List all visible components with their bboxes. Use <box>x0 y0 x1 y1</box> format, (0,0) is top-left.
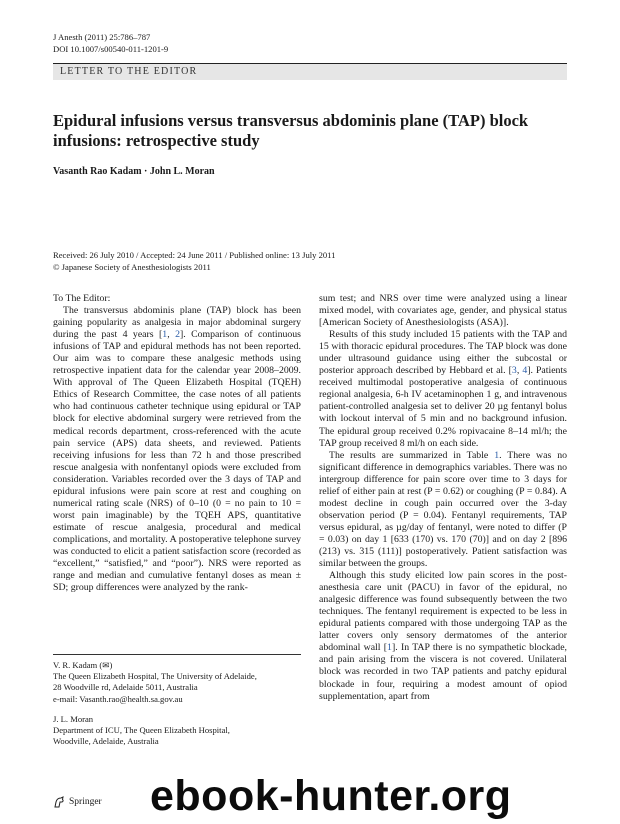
author-email[interactable]: e-mail: Vasanth.rao@health.sa.gov.au <box>53 693 183 704</box>
body-column-right <box>319 293 567 703</box>
doi: DOI 10.1007/s00540-011-1201-9 <box>53 44 169 54</box>
body-column-left <box>53 293 301 594</box>
corresponding-author: V. R. Kadam (✉) <box>53 660 113 670</box>
publication-dates <box>53 250 335 273</box>
publisher-logo <box>53 796 102 808</box>
springer-horse-icon <box>53 796 65 808</box>
citation-link[interactable]: 3 <box>511 365 517 377</box>
citation-link[interactable]: 1 <box>387 642 392 654</box>
author-name[interactable]: John L. Moran <box>149 166 215 177</box>
citation-link[interactable]: 1 <box>162 329 168 341</box>
history-dates: Received: 26 July 2010 / Accepted: 24 June 2011 / Published online: 13 July 2011 <box>53 250 336 260</box>
body-paragraph: Although this study elicited low pain scores in the post-anesthesia care unit (PACU) in favor of the epidural, no analgesic difference was found subsequently between the two techniques. The fentanyl requirement is expected to be less in epidural patients compared with those undergoing TAP as the latter covers only sensory dermatomes of the anterior abdominal wall [1]. In TAP there is no sympathetic blockade, and pain arising from the viscera is not covered. Unilateral block was recorded in two TAP patients and patchy epidural blockade in four, requiring a modest amount of opiod supplementation, apart from <box>319 570 567 702</box>
article-type-label: LETTER TO THE EDITOR <box>60 66 198 77</box>
footnote-separator <box>53 654 301 655</box>
body-paragraph: The transversus abdominis plane (TAP) block has been gaining popularity as analgesia in major abdominal surgery during the past 4 years [1, 2]. Comparison of continuous infusions of TAP and epidural methods has not been reported. Our aim was to compare these analgesic methods using retrospective inpatient data for the calendar year 2008–2009. With approval of The Queen Elizabeth Hospital (TQEH) Ethics of Research Committee, the case notes of all patients who had continuous catheter technique using epidural or TAP block for elective abdominal surgery were retrieved from the medical records department, cross-referenced with the acute pain service (APS) data sheets, and reviewed. Patients receiving infusions for less than 72 h and those prescribed rescue analgesia with nonfentanyl opiods were excluded from consideration. Variables recorded over the 3 days of TAP and epidural infusions were pain score at rest and coughing on numerical rating scale (NRS) of 0–10 (0 = no pain to 10 = worst pain imaginable) by the TQEH APS, quantitative estimate of rescue analgesia, procedural and medical complications, and mortality. A postoperative telephone survey was conducted to elicit a patient satisfaction score (recorded as “excellent,” “satisfied,” and “poor”). NRS were reported as range and median and cumulative fentanyl doses as mean ± SD; group differences were analyzed by the rank- <box>53 305 301 594</box>
publisher-name: Springer <box>69 797 102 807</box>
article-type-banner <box>53 63 567 80</box>
journal-citation: J Anesth (2011) 25:786–787 <box>53 32 151 42</box>
citation-link[interactable]: 2 <box>175 329 180 341</box>
author-name[interactable]: Vasanth Rao Kadam <box>53 166 142 177</box>
table-link[interactable]: 1 <box>494 449 500 461</box>
author-list <box>53 166 215 177</box>
body-paragraph: The results are summarized in Table 1. There was no significant difference in demographics variables. There was no intergroup difference for pain score over time to 3 days for relief of either pain at rest (P = 0.62) or coughing (P = 0.84). A modest decline in cough pain occurred over the 3-day observation period (P = 0.04). Fentanyl requirements, TAP versus epidural, as µg/day of fentanyl, were noted to differ (P = 0.03) on day 1 [633 (170) vs. 170 (70)] and on day 2 [896 (213) vs. 315 (111)] postoperatively. Patient satisfaction was similar between the groups. <box>319 449 567 570</box>
copyright-line: © Japanese Society of Anesthesiologists 2011 <box>53 261 211 272</box>
journal-meta <box>53 31 168 55</box>
watermark: ebook-hunter.org <box>150 772 512 820</box>
body-paragraph: sum test; and NRS over time were analyzed using a linear mixed model, with covariates age, gender, and physical status [American Society of Anesthesiologists (ASA)]. <box>319 293 567 329</box>
citation-link[interactable]: 4 <box>522 365 528 377</box>
author-separator: · <box>141 166 150 177</box>
body-paragraph: Results of this study included 15 patients with the TAP and 15 with thoracic epidural procedures. The TAP block was done under ultrasound guidance using either the subcostal or posterior approach described by Hebbard et al. [3, 4]. Patients received multimodal postoperative analgesia of continuous regional analgesia, 6-h IV acetaminophen 1 g, and intravenous patient-controlled analgesia set to deliver 20 µg fentanyl bolus with lockout interval of 5 min and no background infusion. The epidural group received 0.2% ropivacaine 8–14 ml/h; the TAP group received 8 ml/h on each side. <box>319 329 567 449</box>
salutation: To The Editor: <box>53 293 111 304</box>
author-affiliation-kadam: V. R. Kadam (✉) The Queen Elizabeth Hospital, The University of Adelaide, 28 Woodville rd, Adelaide 5011, Australia e-mail: Vasanth.rao@health.sa.gov.au <box>53 660 301 705</box>
article-title: Epidural infusions versus transversus abdominis plane (TAP) block infusions: retrospective study <box>53 111 529 150</box>
author-affiliation-moran: J. L. Moran Department of ICU, The Queen Elizabeth Hospital, Woodville, Adelaide, Australia <box>53 714 230 747</box>
